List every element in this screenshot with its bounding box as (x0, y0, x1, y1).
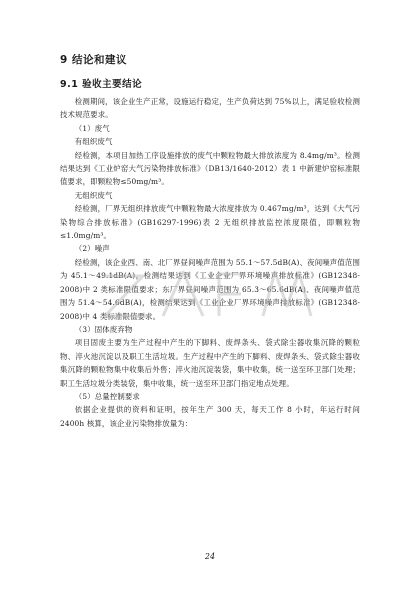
paragraph: 经检测，该企业西、南、北厂界昼间噪声范围为 55.1～57.5dB(A)、夜间噪声值范围为 45.1～49.1dB(A)，检测结果达到《工业企业厂界环境噪声排放标准》(GB12348-2008)中 2 类标准限值要求；东厂界昼间噪声范围为 65.3～65.6dB(A)、夜间噪声值范围为 51.4～54.6dB(A)，检测结果达到《工业企业厂界环境噪声排放标准》(GB12348-2008)中 4 类标准限值要求。 (60, 257, 360, 321)
paragraph-heading: （2）噪声 (74, 244, 110, 254)
paragraph-heading: 有组织废气 (74, 137, 113, 147)
page-number: 24 (204, 552, 216, 561)
subsection-heading: 9.1 验收主要结论 (60, 79, 143, 90)
paragraph-heading: （1）废气 (74, 123, 110, 133)
section-heading: 9 结论和建议 (60, 54, 127, 66)
paragraph-heading: 无组织废气 (74, 190, 113, 200)
paragraph: 检测期间，该企业生产正常，设施运行稳定，生产负荷达到 75%以上，满足验收检测技术规范要求。 (60, 97, 360, 120)
paragraph-heading: （3）固体废弃物 (74, 324, 133, 334)
paragraph: 依据企业提供的资料和证明，按年生产 300 天，每天工作 8 小时，年运行时间 2400h 核算，该企业污染物排放量为： (60, 405, 360, 428)
paragraph: 经检测，厂界无组织排放废气中颗粒物最大浓度排放为 0.467mg/m³，达到《大气污染物综合排放标准》(GB16297-1996)表 2 无组织排放监控浓度限值，即颗粒物≤1.0mg/m³。 (60, 204, 360, 241)
paragraph: 项目固废主要为生产过程中产生的下脚料、废焊条头、袋式除尘器收集沉降的颗粒物、淬火池沉淀以及职工生活垃圾。生产过程中产生的下脚料、废焊条头、袋式除尘器收集沉降的颗粒物集中收集后外售；淬火池沉淀装袋，集中收集，统一送至环卫部门处理；职工生活垃圾分类装袋，集中收集，统一送至环卫部门指定地点处理。 (60, 338, 360, 388)
paragraph: 经检测，本项目加热工序设施排放的废气中颗粒物最大排放浓度为 8.4mg/m³。检测结果达到《工业炉窑大气污染物排放标准》（DB13/1640-2012）表 1 中新建炉窑标准限值要求，即颗粒物≤50mg/m³。 (60, 150, 360, 187)
body-text (60, 95, 360, 430)
paragraph-heading: （5）总量控制要求 (74, 391, 140, 401)
